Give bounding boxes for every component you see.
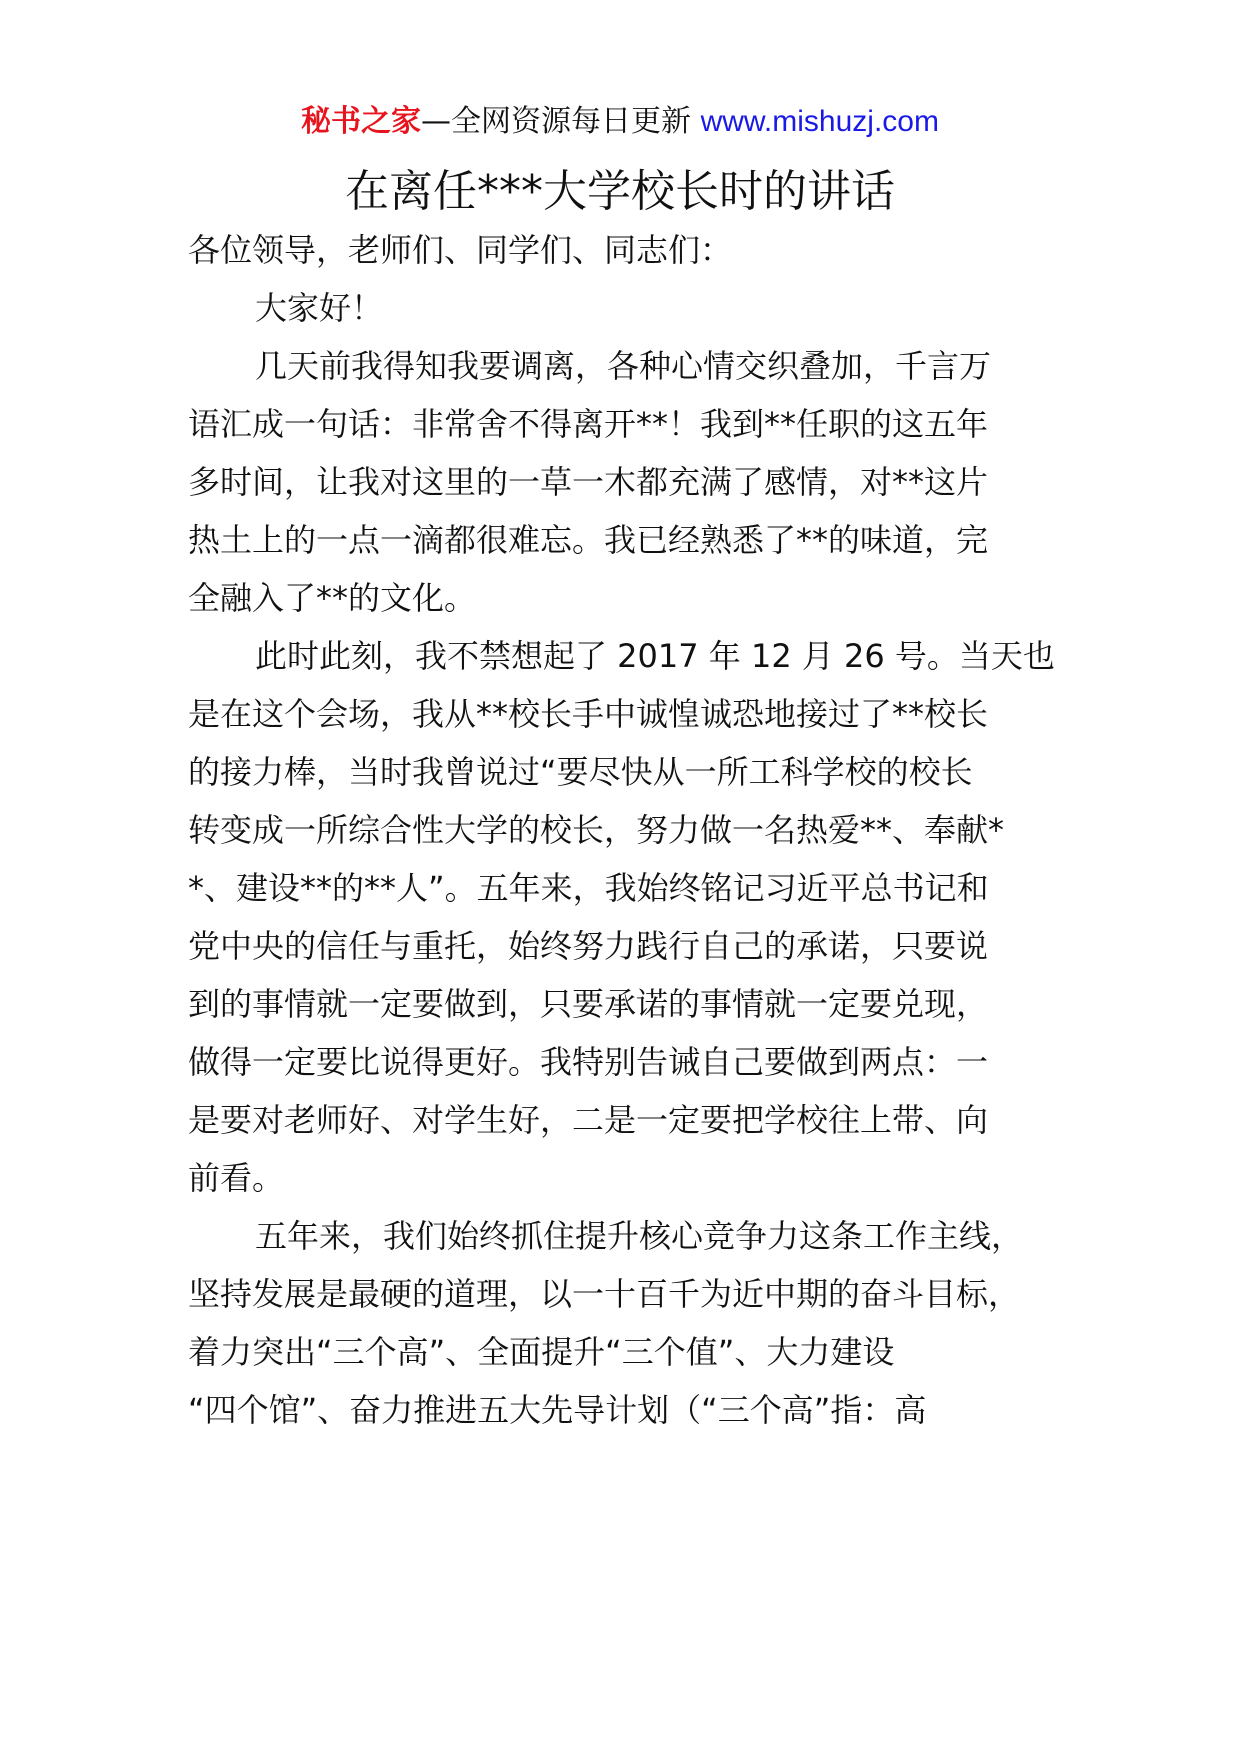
paragraph-line: 党中央的信任与重托，始终努力践行自己的承诺，只要说 bbox=[188, 927, 989, 965]
greeting-line: 大家好！ bbox=[255, 289, 384, 327]
paragraph-line: 多时间，让我对这里的一草一木都充满了感情，对**这片 bbox=[188, 463, 989, 501]
paragraph-line: 着力突出“三个高”、全面提升“三个值”、大力建设 bbox=[188, 1333, 895, 1371]
paragraph-line: 前看。 bbox=[188, 1159, 285, 1197]
paragraph-line: 做得一定要比说得更好。我特别告诫自己要做到两点：一 bbox=[188, 1043, 989, 1081]
paragraph-line: 的接力棒，当时我曾说过“要尽快从一所工科学校的校长 bbox=[188, 753, 973, 791]
paragraph-line: 转变成一所综合性大学的校长，努力做一名热爱**、奉献* bbox=[188, 811, 1005, 849]
paragraph-line: 此时此刻，我不禁想起了 2017 年 12 月 26 号。当天也 bbox=[255, 637, 1055, 675]
paragraph-line: *、建设**的**人”。五年来，我始终铭记习近平总书记和 bbox=[188, 869, 989, 907]
site-tagline: —全网资源每日更新 bbox=[421, 104, 692, 139]
paragraph-line: 热土上的一点一滴都很难忘。我已经熟悉了**的味道，完 bbox=[188, 521, 989, 559]
paragraph-line: 到的事情就一定要做到，只要承诺的事情就一定要兑现， bbox=[188, 985, 989, 1023]
site-brand: 秘书之家 bbox=[301, 104, 422, 139]
site-header bbox=[0, 102, 1240, 142]
paragraph-line: 全融入了**的文化。 bbox=[188, 579, 477, 617]
document-title: 在离任***大学校长时的讲话 bbox=[345, 166, 895, 217]
paragraph-line: 几天前我得知我要调离，各种心情交织叠加，千言万 bbox=[255, 347, 992, 385]
paragraph-line: 五年来，我们始终抓住提升核心竞争力这条工作主线， bbox=[255, 1217, 1024, 1255]
paragraph-line: “四个馆”、奋力推进五大先导计划（“三个高”指：高 bbox=[188, 1391, 927, 1429]
paragraph-line: 语汇成一句话：非常舍不得离开**！我到**任职的这五年 bbox=[188, 405, 989, 443]
paragraph-line: 是在这个会场，我从**校长手中诚惶诚恐地接过了**校长 bbox=[188, 695, 989, 733]
salutation-line: 各位领导，老师们、同学们、同志们： bbox=[188, 231, 733, 269]
site-url-link[interactable]: www.mishuzj.com bbox=[700, 105, 939, 138]
paragraph-line: 坚持发展是最硬的道理，以一十百千为近中期的奋斗目标， bbox=[188, 1275, 1021, 1313]
paragraph-line: 是要对老师好、对学生好，二是一定要把学校往上带、向 bbox=[188, 1101, 989, 1139]
